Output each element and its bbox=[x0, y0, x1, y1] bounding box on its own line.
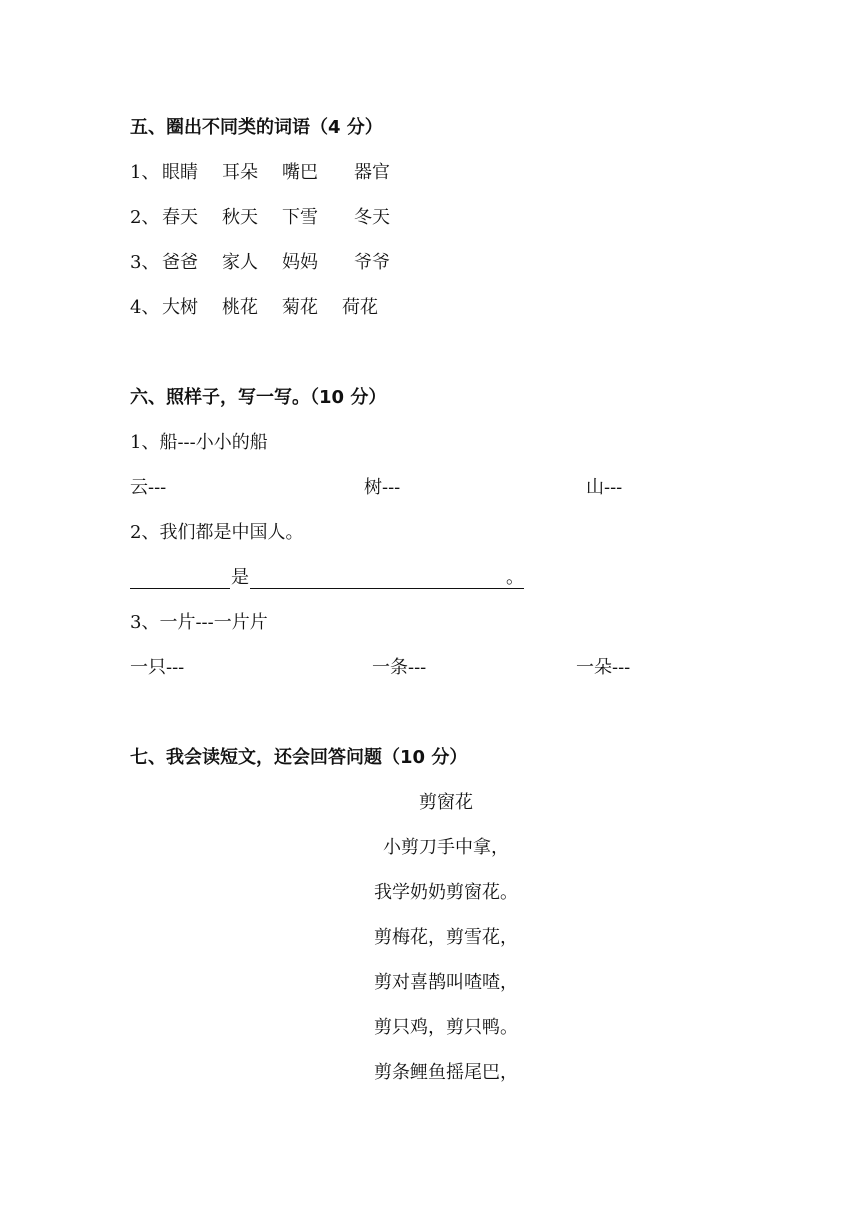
fill-prompt[interactable]: 一朵--- bbox=[576, 657, 631, 678]
word-option[interactable]: 耳朵 bbox=[222, 162, 258, 183]
poem-line: 小剪刀手中拿， bbox=[383, 837, 509, 858]
poem-line: 剪对喜鹊叫喳喳， bbox=[374, 972, 518, 993]
fill-end-punct: 。 bbox=[506, 567, 524, 588]
blank-line-predicate[interactable] bbox=[250, 566, 524, 589]
word-option[interactable]: 秋天 bbox=[222, 207, 258, 228]
word-option[interactable]: 妈妈 bbox=[282, 252, 318, 273]
word-option[interactable]: 春天 bbox=[162, 207, 198, 228]
word-option[interactable]: 冬天 bbox=[354, 207, 390, 228]
poem-line: 剪条鲤鱼摇尾巴， bbox=[374, 1062, 518, 1083]
poem-title: 剪窗花 bbox=[419, 792, 473, 813]
row-number: 1、 bbox=[130, 162, 160, 183]
fill-prompt[interactable]: 树--- bbox=[364, 477, 401, 498]
blank-line-subject[interactable] bbox=[130, 566, 230, 589]
fill-prompt[interactable]: 山--- bbox=[586, 477, 623, 498]
word-option[interactable]: 桃花 bbox=[222, 297, 258, 318]
word-option[interactable]: 大树 bbox=[162, 297, 198, 318]
poem-line: 我学奶奶剪窗花。 bbox=[374, 882, 518, 903]
fill-prompt[interactable]: 一条--- bbox=[372, 657, 427, 678]
section5-title: 五、圈出不同类的词语（4 分） bbox=[130, 117, 383, 138]
poem-line: 剪只鸡，剪只鸭。 bbox=[374, 1017, 518, 1038]
fill-prompt[interactable]: 一只--- bbox=[130, 657, 185, 678]
row-number: 4、 bbox=[130, 297, 160, 318]
word-option[interactable]: 眼睛 bbox=[162, 162, 198, 183]
fill-prompt[interactable]: 云--- bbox=[130, 477, 167, 498]
row-number: 3、 bbox=[130, 252, 160, 273]
example-1: 1、船---小小的船 bbox=[130, 432, 268, 453]
word-option[interactable]: 下雪 bbox=[282, 207, 318, 228]
word-option[interactable]: 家人 bbox=[222, 252, 258, 273]
word-option[interactable]: 荷花 bbox=[342, 297, 378, 318]
word-option[interactable]: 菊花 bbox=[282, 297, 318, 318]
example-2: 2、我们都是中国人。 bbox=[130, 522, 304, 543]
row-number: 2、 bbox=[130, 207, 160, 228]
section6-title: 六、照样子，写一写。（10 分） bbox=[130, 387, 387, 408]
word-option[interactable]: 爸爸 bbox=[162, 252, 198, 273]
word-option[interactable]: 爷爷 bbox=[354, 252, 390, 273]
word-option[interactable]: 器官 bbox=[354, 162, 390, 183]
fill-middle-word: 是 bbox=[231, 567, 249, 588]
word-option[interactable]: 嘴巴 bbox=[282, 162, 318, 183]
example-3: 3、一片---一片片 bbox=[130, 612, 268, 633]
section7-title: 七、我会读短文，还会回答问题（10 分） bbox=[130, 747, 468, 768]
poem-line: 剪梅花，剪雪花， bbox=[374, 927, 518, 948]
